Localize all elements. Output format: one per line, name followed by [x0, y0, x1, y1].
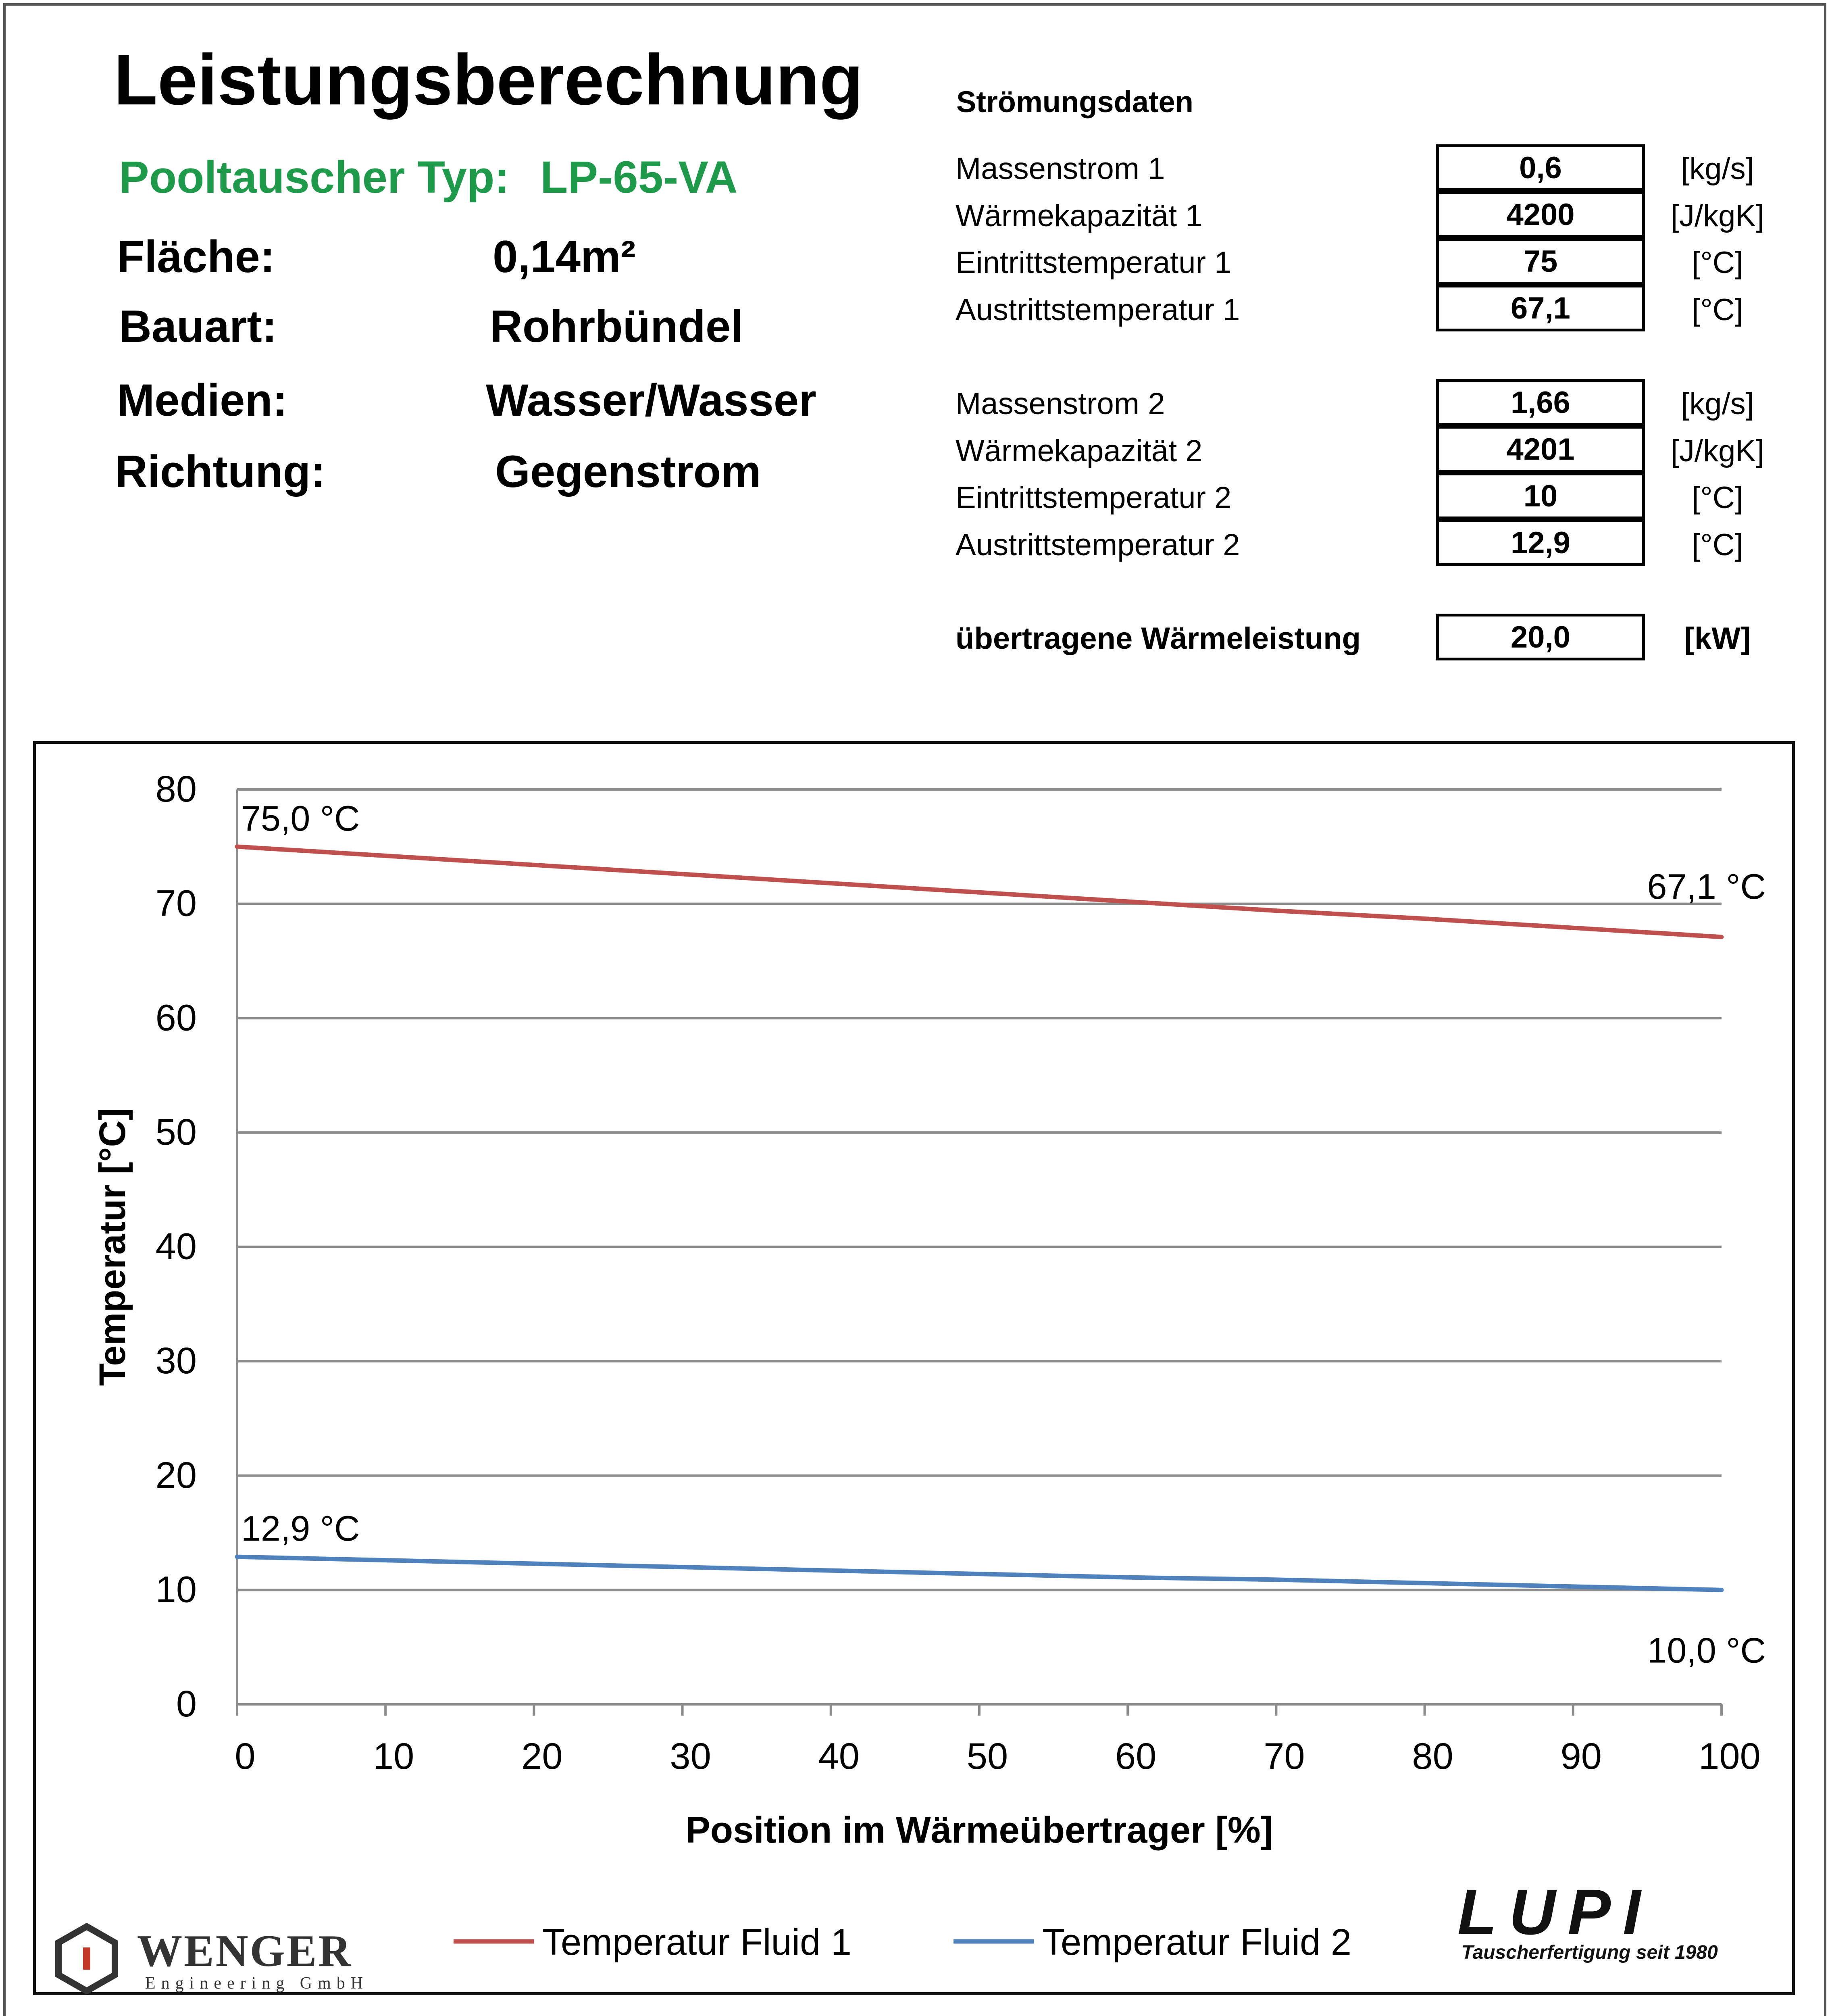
area-label: Fläche:	[117, 231, 275, 282]
y-tick-label: 50	[155, 1111, 197, 1153]
x-tick-label: 70	[1264, 1736, 1305, 1777]
heat-capacity-2-label: Wärmekapazität 2	[956, 434, 1203, 468]
mass-flow-2-field: 1,66	[1436, 379, 1645, 426]
heat-capacity-1-label: Wärmekapazität 1	[956, 199, 1203, 233]
inlet-temp-2-field: 10	[1436, 473, 1645, 519]
x-tick-label: 80	[1412, 1736, 1453, 1777]
heat-output-field: 20,0	[1436, 614, 1645, 660]
y-tick-label: 10	[155, 1569, 197, 1610]
y-tick-label: 40	[155, 1226, 197, 1267]
wenger-logo-text: WENGER	[137, 1926, 353, 1976]
data-label-end-fluid-1: 67,1 °C	[1647, 866, 1766, 906]
outlet-temp-1-field: 67,1	[1436, 285, 1645, 331]
outlet-temp-2-label: Austrittstemperatur 2	[956, 528, 1240, 562]
data-label-start-fluid-2: 12,9 °C	[241, 1508, 360, 1549]
heat-capacity-2-unit: [J/kgK]	[1670, 434, 1765, 468]
page-title: Leistungsberechnung	[114, 40, 864, 120]
inlet-temp-1-label: Eintrittstemperatur 1	[956, 246, 1232, 280]
x-tick-label: 20	[521, 1736, 563, 1777]
data-label-end-fluid-2: 10,0 °C	[1647, 1630, 1766, 1670]
direction-label: Richtung:	[115, 446, 326, 497]
wenger-logo-subtitle: Engineering GmbH	[145, 1974, 369, 1993]
type-label: Pooltauscher Typ:	[119, 152, 510, 202]
chart-labels	[241, 798, 1766, 1670]
x-tick-label: 100	[1699, 1736, 1761, 1777]
y-tick-label: 70	[155, 883, 197, 924]
outlet-temp-1-label: Austrittstemperatur 1	[956, 293, 1240, 327]
legend-label-fluid-2: Temperatur Fluid 2	[1042, 1922, 1351, 1963]
x-axis-title: Position im Wärmeübertrager [%]	[685, 1810, 1273, 1851]
y-axis-title: Temperatur [°C]	[92, 1108, 133, 1386]
mass-flow-2-unit: [kg/s]	[1681, 387, 1754, 421]
inlet-temp-2-unit: [°C]	[1692, 481, 1743, 515]
heat-capacity-1-field: 4200	[1436, 191, 1645, 238]
heat-capacity-1-unit: [J/kgK]	[1670, 199, 1765, 233]
x-tick-label: 50	[966, 1736, 1008, 1777]
series-line-fluid-2	[237, 1557, 1722, 1590]
x-tick-label: 30	[670, 1736, 711, 1777]
legend-label-fluid-1: Temperatur Fluid 1	[542, 1922, 851, 1963]
y-tick-label: 0	[176, 1683, 197, 1724]
type-value: LP-65-VA	[540, 152, 738, 202]
mass-flow-1-unit: [kg/s]	[1681, 152, 1754, 186]
data-label-start-fluid-1: 75,0 °C	[241, 798, 360, 838]
chart-axes	[92, 768, 1761, 1851]
lupi-logo-subtitle: Tauscherfertigung seit 1980	[1461, 1942, 1718, 1963]
y-tick-label: 20	[155, 1454, 197, 1496]
x-tick-label: 10	[373, 1736, 414, 1777]
flow-data-title: Strömungsdaten	[956, 85, 1193, 119]
media-label: Medien:	[117, 375, 288, 425]
x-tick-label: 90	[1560, 1736, 1602, 1777]
mass-flow-2-label: Massenstrom 2	[956, 387, 1165, 421]
heat-output-unit: [kW]	[1684, 621, 1751, 656]
chart-legend	[454, 1922, 1351, 1963]
area-value: 0,14m²	[493, 231, 636, 282]
direction-value: Gegenstrom	[495, 446, 761, 497]
chart-series	[237, 847, 1722, 1590]
wenger-logo-icon	[52, 1923, 121, 1994]
mass-flow-1-label: Massenstrom 1	[956, 152, 1165, 186]
mass-flow-1-field: 0,6	[1436, 144, 1645, 191]
outlet-temp-2-unit: [°C]	[1692, 528, 1743, 562]
outlet-temp-1-unit: [°C]	[1692, 293, 1743, 327]
media-value: Wasser/Wasser	[486, 375, 816, 425]
y-tick-label: 80	[155, 768, 197, 810]
y-tick-label: 60	[155, 997, 197, 1039]
design-label: Bauart:	[119, 301, 277, 352]
x-tick-label: 40	[818, 1736, 860, 1777]
series-line-fluid-1	[237, 847, 1722, 937]
inlet-temp-1-field: 75	[1436, 238, 1645, 285]
outlet-temp-2-field: 12,9	[1436, 519, 1645, 566]
x-tick-label: 0	[235, 1736, 256, 1777]
x-tick-label: 60	[1115, 1736, 1157, 1777]
design-value: Rohrbündel	[490, 301, 743, 352]
lupi-logo-text: LUPI	[1457, 1876, 1653, 1948]
inlet-temp-1-unit: [°C]	[1692, 246, 1743, 280]
chart-grid	[237, 789, 1722, 1590]
heat-output-label: übertragene Wärmeleistung	[956, 621, 1361, 656]
heat-capacity-2-field: 4201	[1436, 426, 1645, 473]
y-tick-label: 30	[155, 1340, 197, 1382]
inlet-temp-2-label: Eintrittstemperatur 2	[956, 481, 1232, 515]
